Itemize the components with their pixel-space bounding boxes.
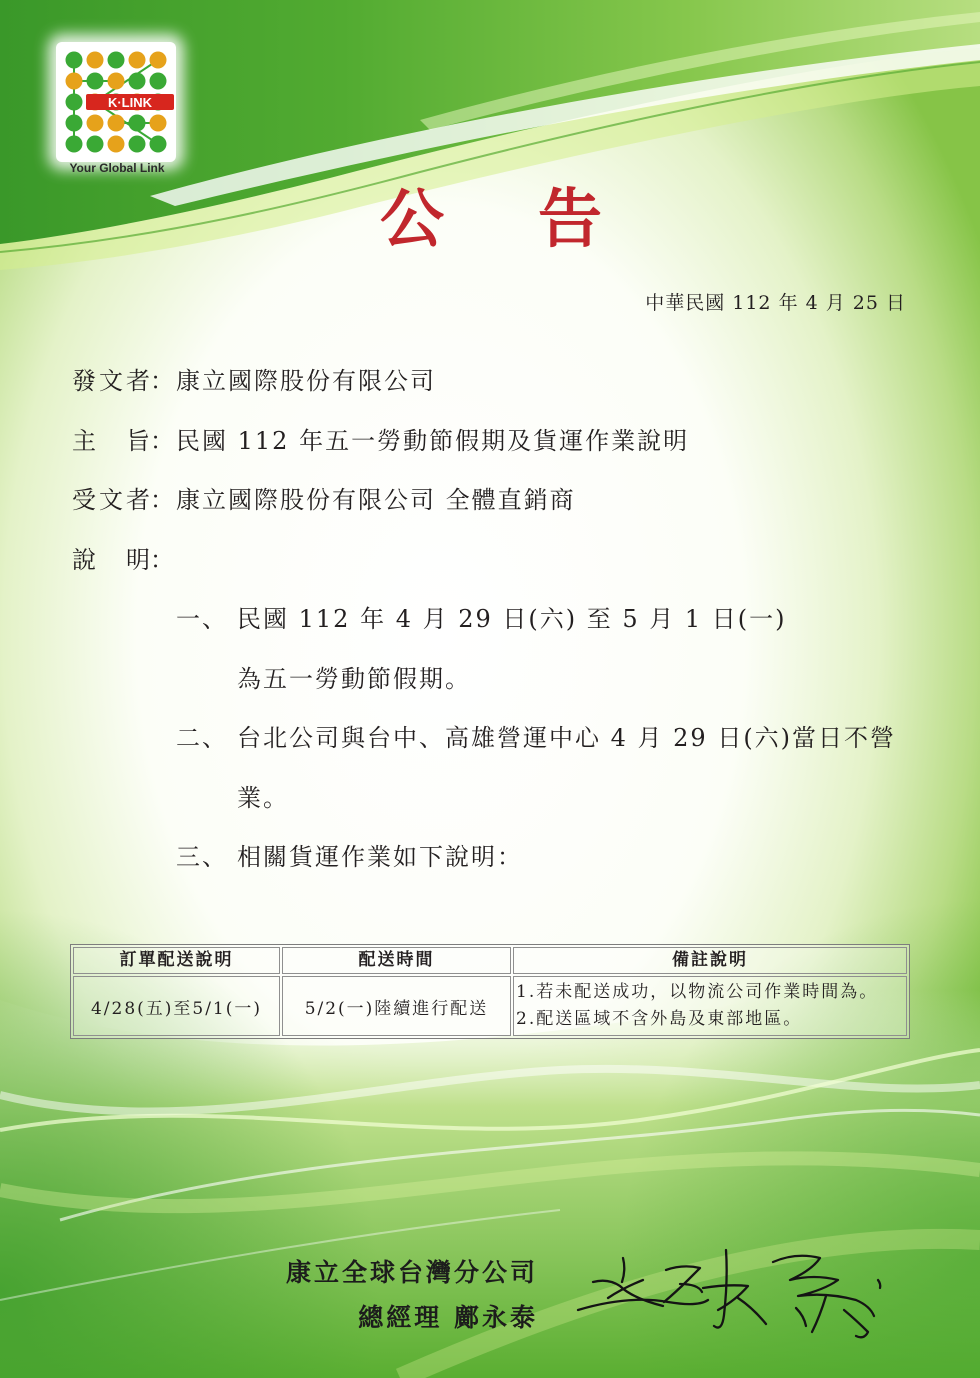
explanation-label: 說明 [72, 545, 150, 574]
delivery-schedule-table [70, 944, 910, 1039]
sender-label: 發文者 [72, 367, 150, 395]
item-3-number: 三、 [176, 843, 228, 871]
logo-dot [108, 73, 125, 90]
item-1 [72, 590, 932, 650]
item-3 [72, 828, 932, 888]
sender-row [72, 352, 932, 412]
logo-dot [150, 115, 167, 132]
item-2-line-2: 業。 [237, 783, 289, 812]
signature-stroke [622, 1258, 624, 1282]
page-title-char-1: 公 [380, 182, 444, 257]
signature-stroke [593, 1281, 663, 1306]
logo-dot [150, 136, 167, 153]
page-title-char-2: 告 [538, 182, 602, 257]
explanation-row [72, 531, 932, 591]
item-2-line-1: 台北公司與台中、高雄營運中心 4 月 29 日(六)當日不營 [237, 724, 897, 752]
recipient-colon: ： [150, 486, 174, 514]
k-link-logo [56, 42, 176, 162]
signature-stroke [578, 1300, 708, 1310]
logo-tagline: Your Global Link [69, 161, 165, 175]
sender-colon: ： [150, 367, 174, 395]
sender-value: 康立國際股份有限公司 [176, 367, 436, 395]
explanation-colon: ： [150, 545, 174, 574]
remark-line: 2.配送區域不含外島及東部地區。 [516, 1009, 803, 1029]
logo-dot [66, 94, 83, 111]
signature-stroke [738, 1298, 766, 1324]
issue-date: 中華民國 112 年 4 月 25 日 [645, 292, 906, 314]
logo-dot [87, 115, 104, 132]
logo-dot [129, 52, 146, 69]
header-delivery-time: 配送時間 [282, 947, 511, 974]
item-3-line-1: 相關貨運作業如下說明： [237, 843, 523, 871]
signature-title-name: 總經理 鄺永泰 [358, 1303, 538, 1332]
logo-dot [87, 52, 104, 69]
logo-dot [108, 52, 125, 69]
logo-dot [66, 115, 83, 132]
table-header-row [73, 947, 907, 974]
logo-dot [66, 136, 83, 153]
logo-mark [56, 42, 176, 162]
recipient-row [72, 471, 932, 531]
remarks-cell [513, 976, 907, 1036]
signature-stroke [714, 1250, 727, 1328]
signature-stroke [680, 1284, 702, 1292]
signature-stroke [796, 1308, 806, 1326]
logo-dot [66, 52, 83, 69]
remark-line: 1.若未配送成功，以物流公司作業時間為。 [516, 982, 879, 1002]
item-2 [72, 709, 932, 769]
logo-dot [129, 136, 146, 153]
item-2-number: 二、 [176, 724, 228, 752]
item-1-line-1: 民國 112 年 4 月 29 日(六) 至 5 月 1 日(一) [237, 605, 787, 633]
logo-brand-text: K·LINK [107, 95, 153, 110]
logo-dot [150, 73, 167, 90]
logo-dot [66, 73, 83, 90]
logo-dot [87, 136, 104, 153]
header-order-delivery: 訂單配送說明 [73, 947, 280, 974]
order-period-cell: 4/28(五)至5/1(一) [73, 976, 280, 1036]
recipient-value: 康立國際股份有限公司 全體直銷商 [176, 486, 576, 514]
signature-company: 康立全球台灣分公司 [285, 1258, 538, 1287]
signature-stroke [844, 1310, 868, 1337]
logo-dot [87, 73, 104, 90]
recipient-label: 受文者 [72, 486, 150, 514]
delivery-time-cell: 5/2(一)陸續進行配送 [282, 976, 511, 1036]
logo-dot [108, 136, 125, 153]
signature-stroke [878, 1280, 880, 1288]
subject-colon: ： [150, 426, 174, 455]
item-1-number: 一、 [176, 605, 228, 633]
header-remarks: 備註說明 [513, 947, 907, 974]
logo-dot [129, 73, 146, 90]
handwritten-signature [568, 1240, 888, 1345]
logo-dot [108, 115, 125, 132]
subject-value: 民國 112 年五一勞動節假期及貨運作業說明 [176, 426, 690, 455]
signature-stroke [812, 1296, 826, 1332]
item-1-line-2: 為五一勞動節假期。 [237, 664, 471, 693]
subject-row [72, 412, 932, 472]
table-row [73, 976, 907, 1036]
logo-dot [150, 52, 167, 69]
notice-body [72, 352, 932, 888]
logo-dot [129, 115, 146, 132]
subject-label: 主旨 [72, 426, 150, 455]
